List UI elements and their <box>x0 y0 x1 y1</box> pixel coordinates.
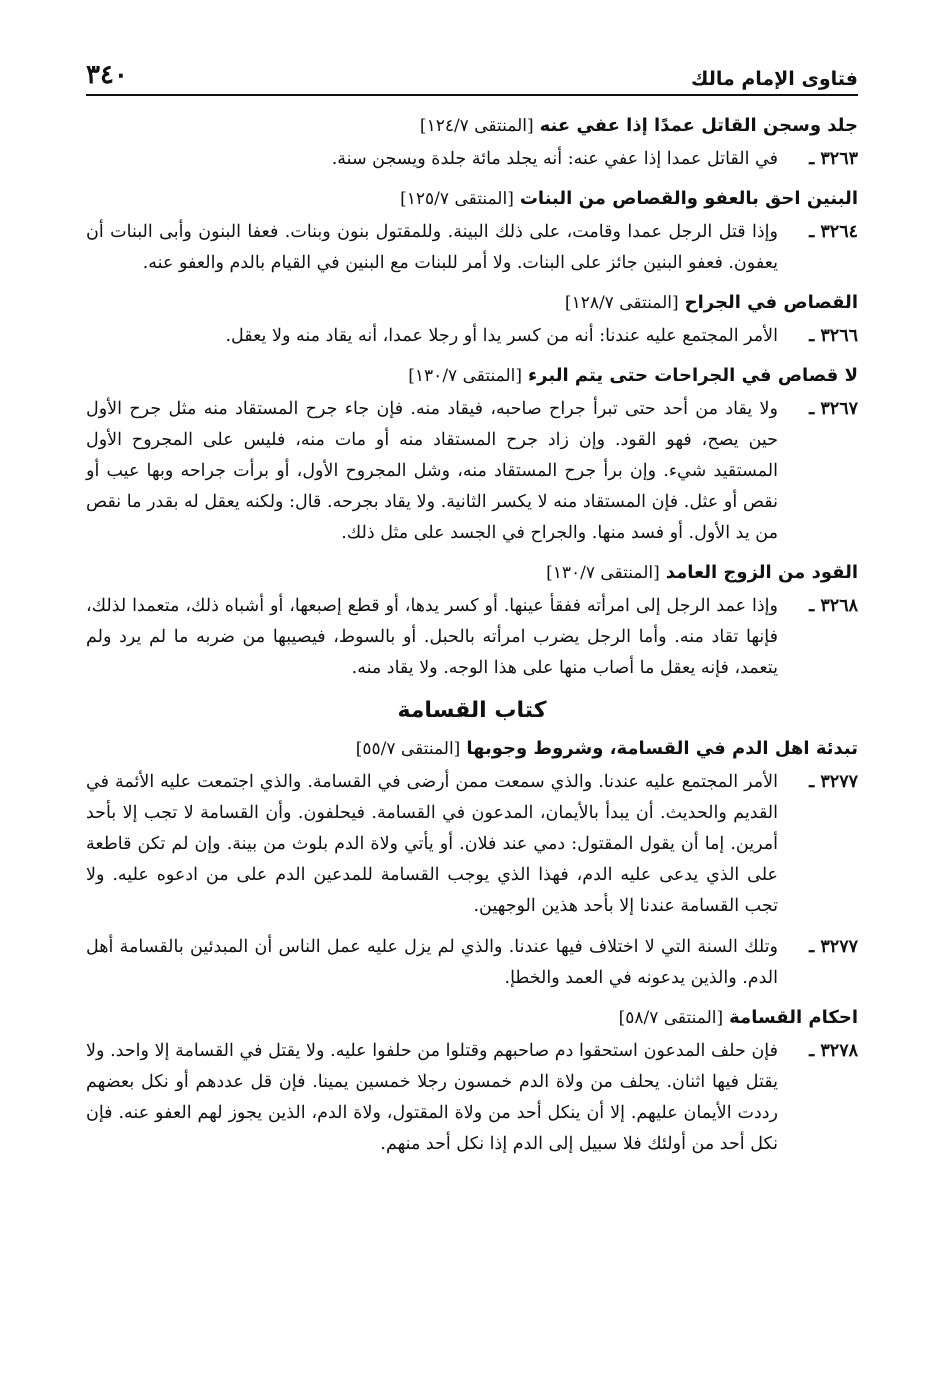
fatwa-entry <box>86 394 858 549</box>
fatwa-entry <box>86 144 858 175</box>
fatwa-entry <box>86 767 858 922</box>
entry-text: في القاتل عمدا إذا عفي عنه: أنه يجلد مائة جلدة ويسجن سنة. <box>331 149 778 169</box>
heading-text: لا قصاص في الجراحات حتى يتم البرء <box>527 365 858 386</box>
entry-text: ولا يقاد من أحد حتى تبرأ جراح صاحبه، فيقاد منه. فإن جاء جرح المستقاد منه مثل جرح الأول حين يصح، فهو القود. وإن زاد جرح المستقاد منه أو مات منه، فليس على المجروح الأول المستقيد شيء. وإن برأ جرح المستقاد منه، وشل المجروح الأول، أو برأت جراحه وبها عيب أو نقص أو عثل. فإن المستقاد منه لا يكسر الثانية. ولا يقاد بجرحه. قال: ولكنه يعقل له بقدر ما نقص من يد الأول. أو فسد منها. والجراح في الجسد على مثل ذلك. <box>86 399 778 543</box>
heading-text: القود من الزوج العامد <box>665 562 858 583</box>
fatwa-entry <box>86 321 858 352</box>
heading-text: جلد وسجن القاتل عمدًا إذا عفي عنه <box>539 115 858 136</box>
entry-number: ٣٢٧٧ ـ <box>809 937 858 957</box>
entry-text: وإذا عمد الرجل إلى امرأته ففقأ عينها. أو كسر يدها، أو قطع إصبعها، أو أشباه ذلك، متعمدا لذلك، فإنها تقاد منه. وأما الرجل يضرب امرأته بالحبل. أو بالسوط، فيصيبها من ضربه ما لم يرد ولم يتعمد، فإنه يعقل ما أصاب منها على هذا الوجه. ولا يقاد منه. <box>86 596 778 678</box>
heading-text: البنين احق بالعفو والقصاص من البنات <box>519 188 858 209</box>
section-heading <box>86 362 858 390</box>
heading-reference: [المنتقى ١٢٥/٧] <box>400 189 514 209</box>
entry-number: ٣٢٦٧ ـ <box>809 399 858 419</box>
fatwa-entry <box>86 217 858 279</box>
section-heading <box>86 185 858 213</box>
entry-number: ٣٢٧٨ ـ <box>809 1041 858 1061</box>
entry-text: وتلك السنة التي لا اختلاف فيها عندنا. والذي لم يزل عليه عمل الناس أن المبدئين بالقسامة أهل الدم. والذين يدعونه في العمد والخطإ. <box>86 937 778 988</box>
heading-text: القصاص في الجراح <box>684 292 858 313</box>
heading-text: تبدئة اهل الدم في القسامة، وشروط وجوبها <box>466 738 858 759</box>
page-number: ٣٤٠ <box>86 60 128 90</box>
entry-number: ٣٢٦٣ ـ <box>809 149 858 169</box>
heading-reference: [المنتقى ١٣٠/٧] <box>546 563 660 583</box>
entry-number: ٣٢٦٦ ـ <box>809 326 858 346</box>
heading-reference: [المنتقى ١٣٠/٧] <box>408 366 522 386</box>
section-heading <box>86 289 858 317</box>
heading-text: احكام القسامة <box>729 1007 858 1028</box>
entry-text: الأمر المجتمع عليه عندنا: أنه من كسر يدا أو رجلا عمدا، أنه يقاد منه ولا يعقل. <box>225 326 778 346</box>
book-title: فتاوى الإمام مالك <box>691 68 858 90</box>
heading-reference: [المنتقى ١٢٤/٧] <box>419 116 534 136</box>
section-heading <box>86 112 858 140</box>
section-heading <box>86 559 858 587</box>
fatwa-entry <box>86 591 858 684</box>
entry-number: ٣٢٦٨ ـ <box>809 596 858 616</box>
fatwa-entry <box>86 1036 858 1160</box>
running-head <box>86 52 858 96</box>
page-content <box>86 112 858 1160</box>
heading-reference: [المنتقى ٥٥/٧] <box>355 739 461 759</box>
entry-text: فإن حلف المدعون استحقوا دم صاحبهم وقتلوا من حلفوا عليه. ولا يقتل في القسامة إلا واحد. ولا يقتل فيها اثنان. يحلف من ولاة الدم خمسون رجلا خمسين يمينا. فإن قل عددهم أو نكل بعضهم رددت الأيمان عليهم. إلا أن ينكل أحد من ولاة المقتول، ولاة الدم، الذين يجوز لهم العفو عنه. فإن نكل أحد من أولئك فلا سبيل إلى الدم إذا نكل أحد منهم. <box>86 1041 778 1154</box>
fatwa-entry <box>86 932 858 994</box>
entry-text: الأمر المجتمع عليه عندنا. والذي سمعت ممن أرضى في القسامة. والذي اجتمعت عليه الأئمة في القديم والحديث. أن يبدأ بالأيمان، المدعون في القسامة. فيحلفون. وأن القسامة لا تجب إلا بأحد أمرين. إما أن يقول المقتول: دمي عند فلان. أو يأتي ولاة الدم بلوث من بينة. وإن لم تكن قاطعة على الذي يدعى عليه الدم، فهذا الذي يوجب القسامة للمدعين الدم على من ادعوه عليه. ولا تجب القسامة عندنا إلا بأحد هذين الوجهين. <box>86 772 778 916</box>
heading-reference: [المنتقى ١٢٨/٧] <box>564 293 679 313</box>
entry-number: ٣٢٦٤ ـ <box>809 222 858 242</box>
section-heading <box>86 735 858 763</box>
entry-number: ٣٢٧٧ ـ <box>809 772 858 792</box>
section-heading <box>86 1004 858 1032</box>
entry-text: وإذا قتل الرجل عمدا وقامت، على ذلك البينة. وللمقتول بنون وبنات. فعفا البنون وأبى البنات أن يعفون. فعفو البنين جائز على البنات. ولا أمر للبنات مع البنين في القيام بالدم والعفو عنه. <box>86 222 778 273</box>
chapter-title: كتاب القسامة <box>397 698 547 723</box>
heading-reference: [المنتقى ٥٨/٧] <box>618 1008 724 1028</box>
